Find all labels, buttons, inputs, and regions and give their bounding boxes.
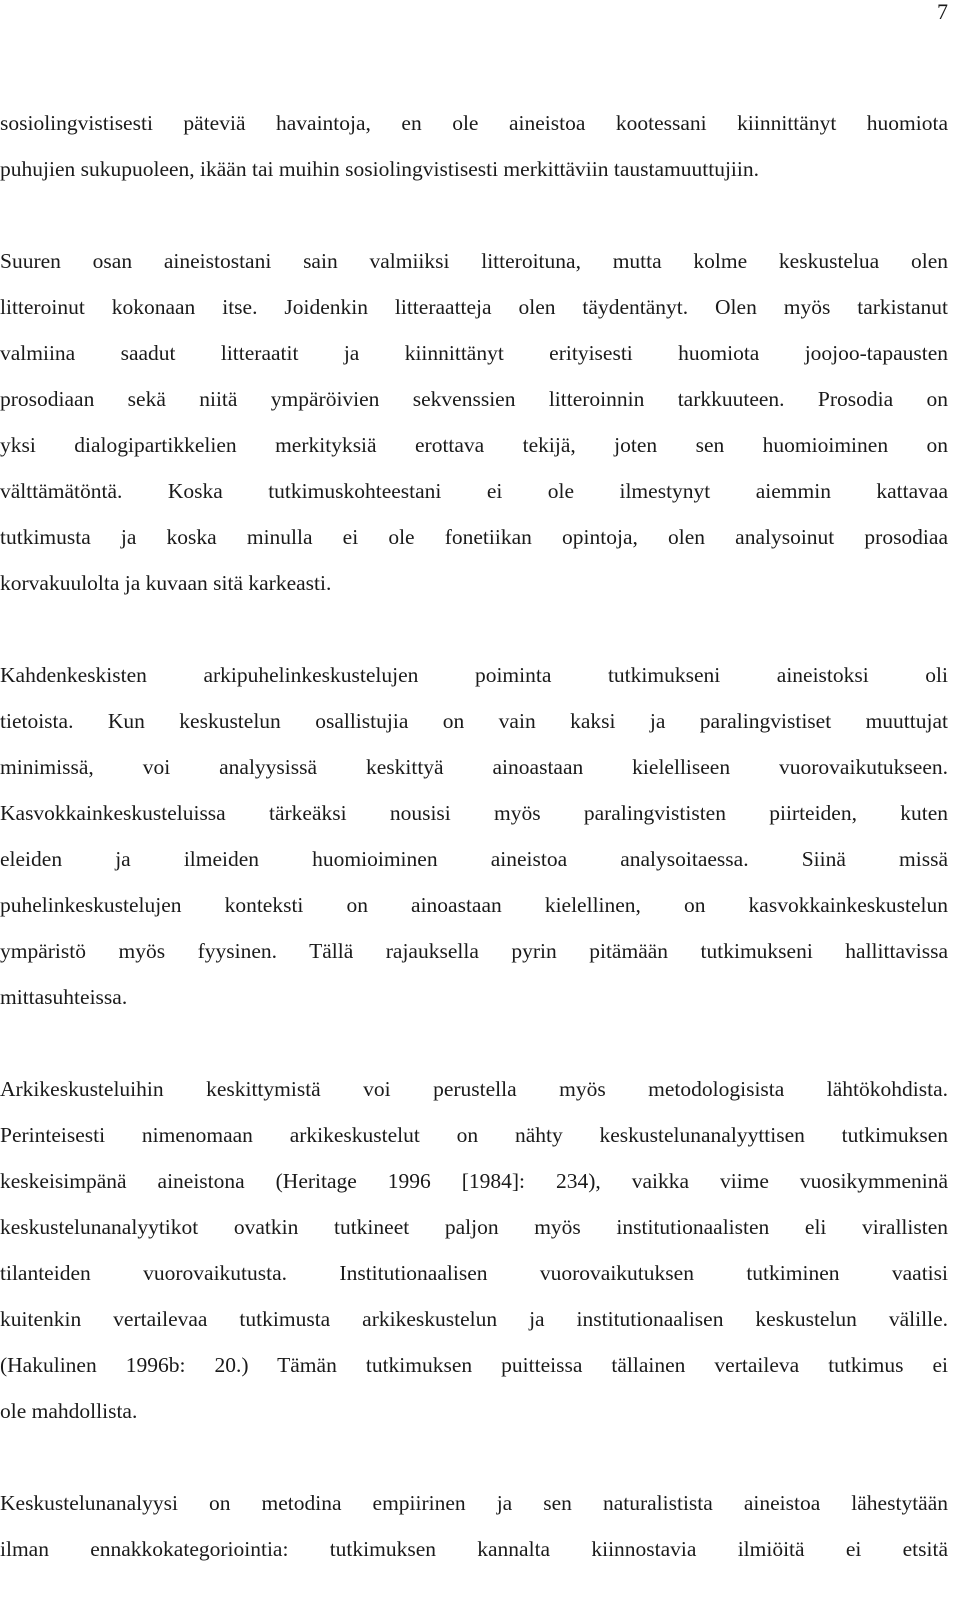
text-line: puhelinkeskustelujen konteksti on ainoastaan kielellinen, on kasvokkainkeskustelun	[0, 893, 948, 917]
text-line: sosiolingvistisesti päteviä havaintoja, en ole aineistoa kootessani kiinnittänyt huomiota	[0, 111, 948, 135]
text-line: keskustelunanalyytikot ovatkin tutkineet paljon myös institutionaalisten eli virallisten	[0, 1215, 948, 1239]
text-line: minimissä, voi analyysissä keskittyä ainoastaan kielelliseen vuorovaikutukseen.	[0, 755, 948, 779]
text-line: keskeisimpänä aineistona (Heritage 1996 [1984]: 234), vaikka viime vuosikymmeninä	[0, 1169, 948, 1193]
text-line: valmiina saadut litteraatit ja kiinnittänyt erityisesti huomiota joojoo-tapausten	[0, 341, 948, 365]
text-line: ilman ennakkokategoriointia: tutkimuksen kannalta kiinnostavia ilmiöitä ei etsitä	[0, 1537, 948, 1561]
paragraph	[0, 238, 948, 606]
text-line: Keskustelunanalyysi on metodina empiirinen ja sen naturalistista aineistoa lähestytään	[0, 1491, 948, 1515]
text-line: tietoista. Kun keskustelun osallistujia on vain kaksi ja paralingvistiset muuttujat	[0, 709, 948, 733]
text-line: puhujien sukupuoleen, ikään tai muihin sosiolingvistisesti merkittäviin taustamuuttujiin.	[0, 157, 759, 181]
document-body	[0, 100, 948, 1618]
paragraph	[0, 652, 948, 1020]
text-line: prosodiaan sekä niitä ympäröivien sekvenssien litteroinnin tarkkuuteen. Prosodia on	[0, 387, 948, 411]
text-line: korvakuulolta ja kuvaan sitä karkeasti.	[0, 571, 332, 595]
paragraph	[0, 1066, 948, 1434]
text-line: ympäristö myös fyysinen. Tällä rajauksella pyrin pitämään tutkimukseni hallittavissa	[0, 939, 948, 963]
text-line: litteroinut kokonaan itse. Joidenkin litteraatteja olen täydentänyt. Olen myös tarkistanut	[0, 295, 948, 319]
text-line: yksi dialogipartikkelien merkityksiä erottava tekijä, joten sen huomioiminen on	[0, 433, 948, 457]
text-line: Arkikeskusteluihin keskittymistä voi perustella myös metodologisista lähtökohdista.	[0, 1077, 948, 1101]
text-line: mittasuhteissa.	[0, 985, 128, 1009]
text-line: eleiden ja ilmeiden huomioiminen aineistoa analysoitaessa. Siinä missä	[0, 847, 948, 871]
text-line: Suuren osan aineistostani sain valmiiksi litteroituna, mutta kolme keskustelua olen	[0, 249, 948, 273]
text-line: tutkimusta ja koska minulla ei ole fonetiikan opintoja, olen analysoinut prosodiaa	[0, 525, 948, 549]
paragraph	[0, 1480, 948, 1572]
text-line: tilanteiden vuorovaikutusta. Institutionaalisen vuorovaikutuksen tutkiminen vaatisi	[0, 1261, 948, 1285]
text-line: välttämätöntä. Koska tutkimuskohteestani ei ole ilmestynyt aiemmin kattavaa	[0, 479, 948, 503]
text-line: Kahdenkeskisten arkipuhelinkeskustelujen poiminta tutkimukseni aineistoksi oli	[0, 663, 948, 687]
text-line: kuitenkin vertailevaa tutkimusta arkikeskustelun ja institutionaalisen keskustelun välille.	[0, 1307, 948, 1331]
text-line: Perinteisesti nimenomaan arkikeskustelut on nähty keskustelunanalyyttisen tutkimuksen	[0, 1123, 948, 1147]
text-line: (Hakulinen 1996b: 20.) Tämän tutkimuksen puitteissa tällainen vertaileva tutkimus ei	[0, 1353, 948, 1377]
page-number: 7	[937, 0, 948, 24]
paragraph	[0, 100, 948, 192]
text-line: ole mahdollista.	[0, 1399, 138, 1423]
text-line: Kasvokkainkeskusteluissa tärkeäksi nousisi myös paralingvististen piirteiden, kuten	[0, 801, 948, 825]
